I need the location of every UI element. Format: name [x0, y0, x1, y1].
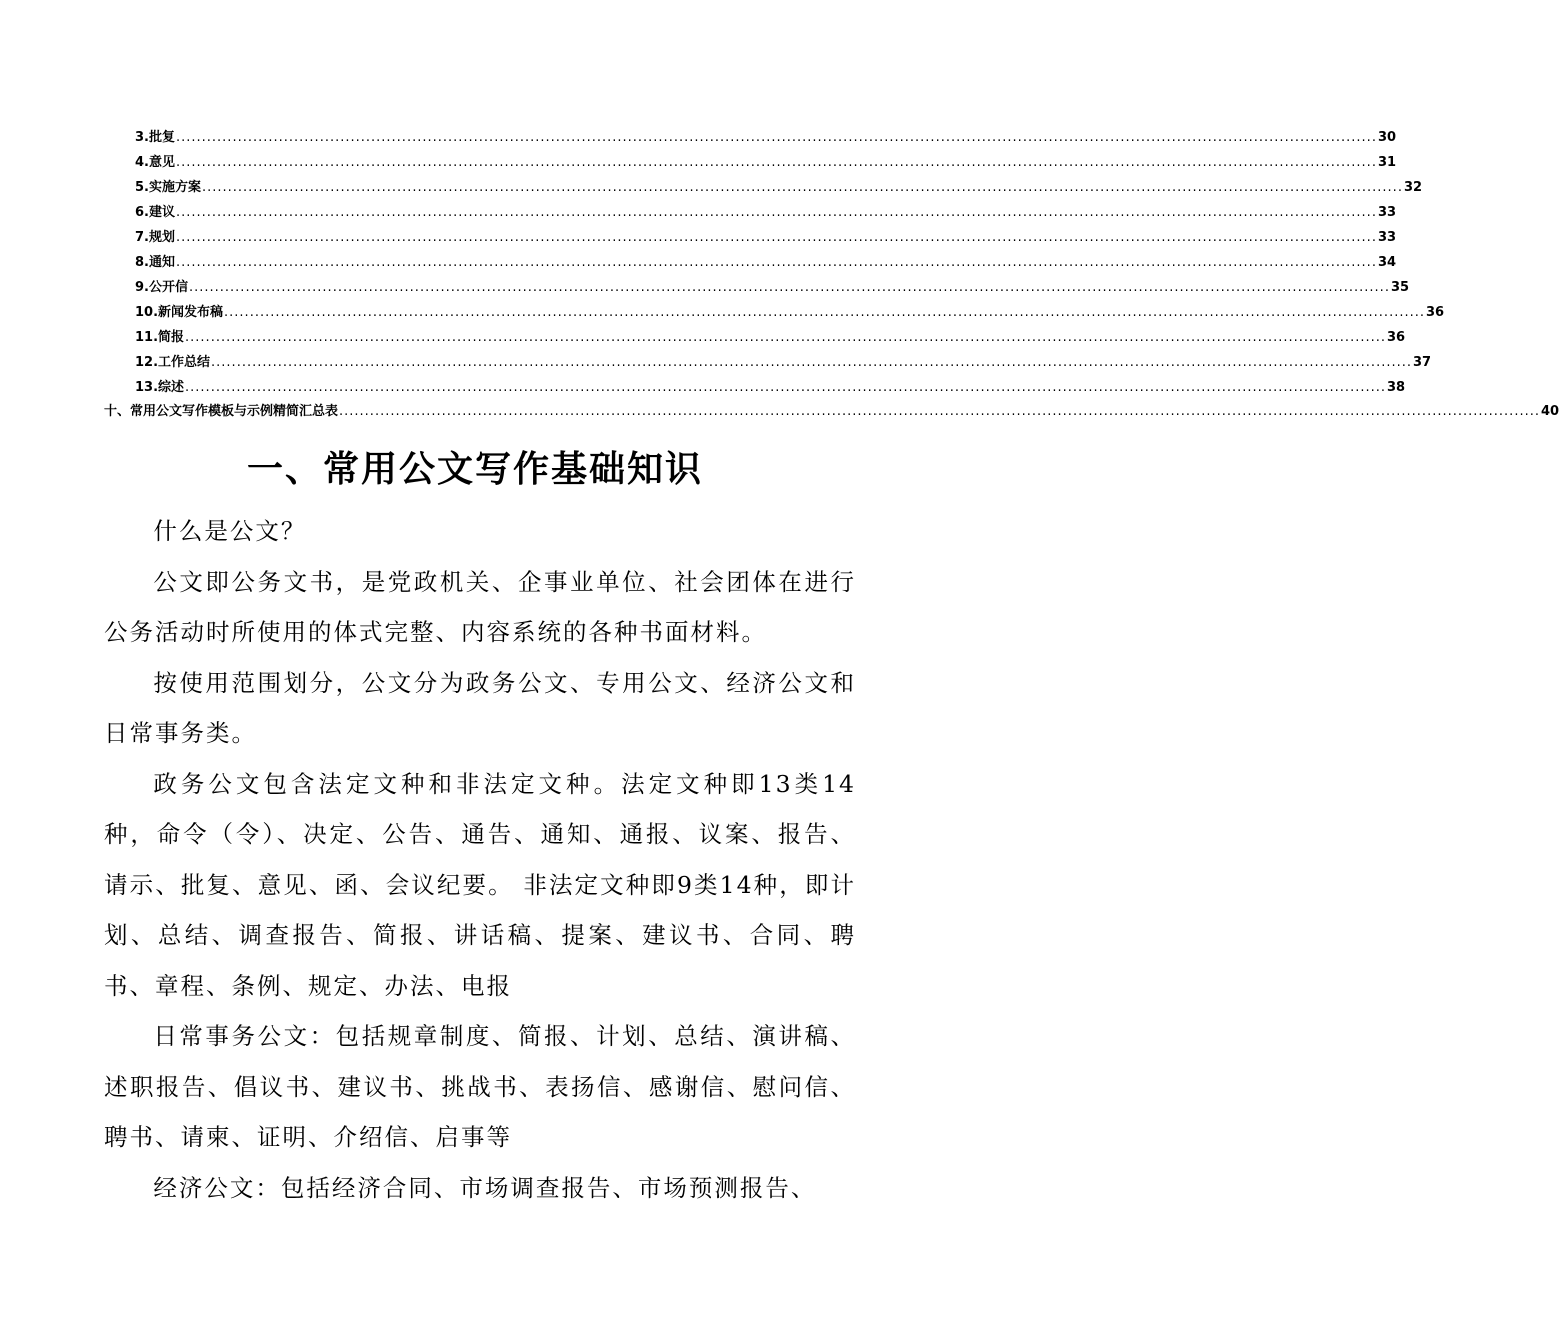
toc-entry-page: 37	[1413, 355, 1432, 370]
toc-entry-label: 10.新闻发布稿	[135, 305, 224, 320]
section-subheading: 什么是公文？	[153, 517, 307, 545]
toc-leader-dots: ..........................................................................................................................................................................................................................................	[211, 355, 1412, 370]
toc-entry[interactable]	[135, 304, 1445, 322]
toc-leader-dots: ..........................................................................................................................................................................................................................................	[175, 255, 1377, 270]
toc-entry[interactable]	[135, 129, 1397, 147]
toc-entry-label: 8.通知	[135, 255, 175, 270]
paragraph: 公文即公务文书，是党政机关、企事业单位、社会团体在进行公务活动时所使用的体式完整、内容系统的各种书面材料。	[104, 567, 856, 646]
toc-entry[interactable]	[135, 254, 1397, 272]
toc-entry[interactable]	[104, 403, 1559, 421]
toc-entry-page: 31	[1377, 155, 1397, 170]
toc-leader-dots: ..........................................................................................................................................................................................................................................	[339, 404, 1540, 419]
toc-entry-label: 7.规划	[135, 230, 175, 245]
toc-entry-page: 38	[1387, 380, 1406, 395]
toc-entry-page: 33	[1377, 205, 1397, 220]
toc-entry-page: 36	[1426, 305, 1445, 320]
toc-entry-label: 6.建议	[135, 205, 175, 220]
toc-entry[interactable]	[135, 154, 1397, 172]
toc-entry[interactable]	[135, 229, 1397, 247]
toc-entry-label: 5.实施方案	[135, 180, 201, 195]
toc-leader-dots: ..........................................................................................................................................................................................................................................	[175, 205, 1377, 220]
toc-leader-dots: ..........................................................................................................................................................................................................................................	[185, 330, 1386, 345]
toc-entry[interactable]	[135, 354, 1432, 372]
toc-entry-page: 30	[1377, 130, 1397, 145]
toc-entry[interactable]	[135, 179, 1423, 197]
toc-entry-page: 32	[1403, 180, 1423, 195]
paragraph: 按使用范围划分，公文分为政务公文、专用公文、经济公文和日常事务类。	[104, 668, 856, 747]
toc-leader-dots: ..........................................................................................................................................................................................................................................	[175, 130, 1377, 145]
section-body	[104, 506, 856, 1213]
toc-entry-label: 十、常用公文写作模板与示例精简汇总表	[104, 404, 339, 419]
toc-leader-dots: ..........................................................................................................................................................................................................................................	[175, 155, 1377, 170]
toc-leader-dots: ..........................................................................................................................................................................................................................................	[224, 305, 1425, 320]
toc-entry-page: 34	[1377, 255, 1397, 270]
toc-entry-label: 4.意见	[135, 155, 175, 170]
toc-entry[interactable]	[135, 204, 1397, 222]
paragraph: 政务公文包含法定文种和非法定文种。法定文种即13类14种，命令（令）、决定、公告、通告、通知、通报、议案、报告、请示、批复、意见、函、会议纪要。 非法定文种即9类14种，即计划、总结、调查报告、简报、讲话稿、提案、建议书、合同、聘书、章程、条例、规定、办法、电报	[104, 769, 856, 1000]
toc-leader-dots: ..........................................................................................................................................................................................................................................	[175, 230, 1377, 245]
toc-entry-label: 12.工作总结	[135, 355, 211, 370]
toc-entry-label: 11.简报	[135, 330, 185, 345]
paragraph: 日常事务公文：包括规章制度、简报、计划、总结、演讲稿、述职报告、倡议书、建议书、挑战书、表扬信、感谢信、慰问信、聘书、请柬、证明、介绍信、启事等	[104, 1022, 856, 1151]
toc-entry-label: 13.综述	[135, 380, 185, 395]
section-heading: 一、常用公文写作基础知识	[246, 449, 703, 490]
toc-leader-dots: ..........................................................................................................................................................................................................................................	[201, 180, 1403, 195]
toc-leader-dots: ..........................................................................................................................................................................................................................................	[188, 280, 1390, 295]
toc-entry-label: 3.批复	[135, 130, 175, 145]
toc-entry-page: 36	[1387, 330, 1406, 345]
paragraph: 经济公文：包括经济合同、市场调查报告、市场预测报告、	[153, 1173, 817, 1202]
toc-entry[interactable]	[135, 379, 1406, 397]
toc-entry-label: 9.公开信	[135, 280, 188, 295]
toc-leader-dots: ..........................................................................................................................................................................................................................................	[185, 380, 1386, 395]
toc-entry[interactable]	[135, 279, 1410, 297]
toc-entry-page: 40	[1540, 404, 1559, 419]
toc-entry[interactable]	[135, 329, 1406, 347]
toc-entry-page: 35	[1390, 280, 1410, 295]
toc-entry-page: 33	[1377, 230, 1397, 245]
